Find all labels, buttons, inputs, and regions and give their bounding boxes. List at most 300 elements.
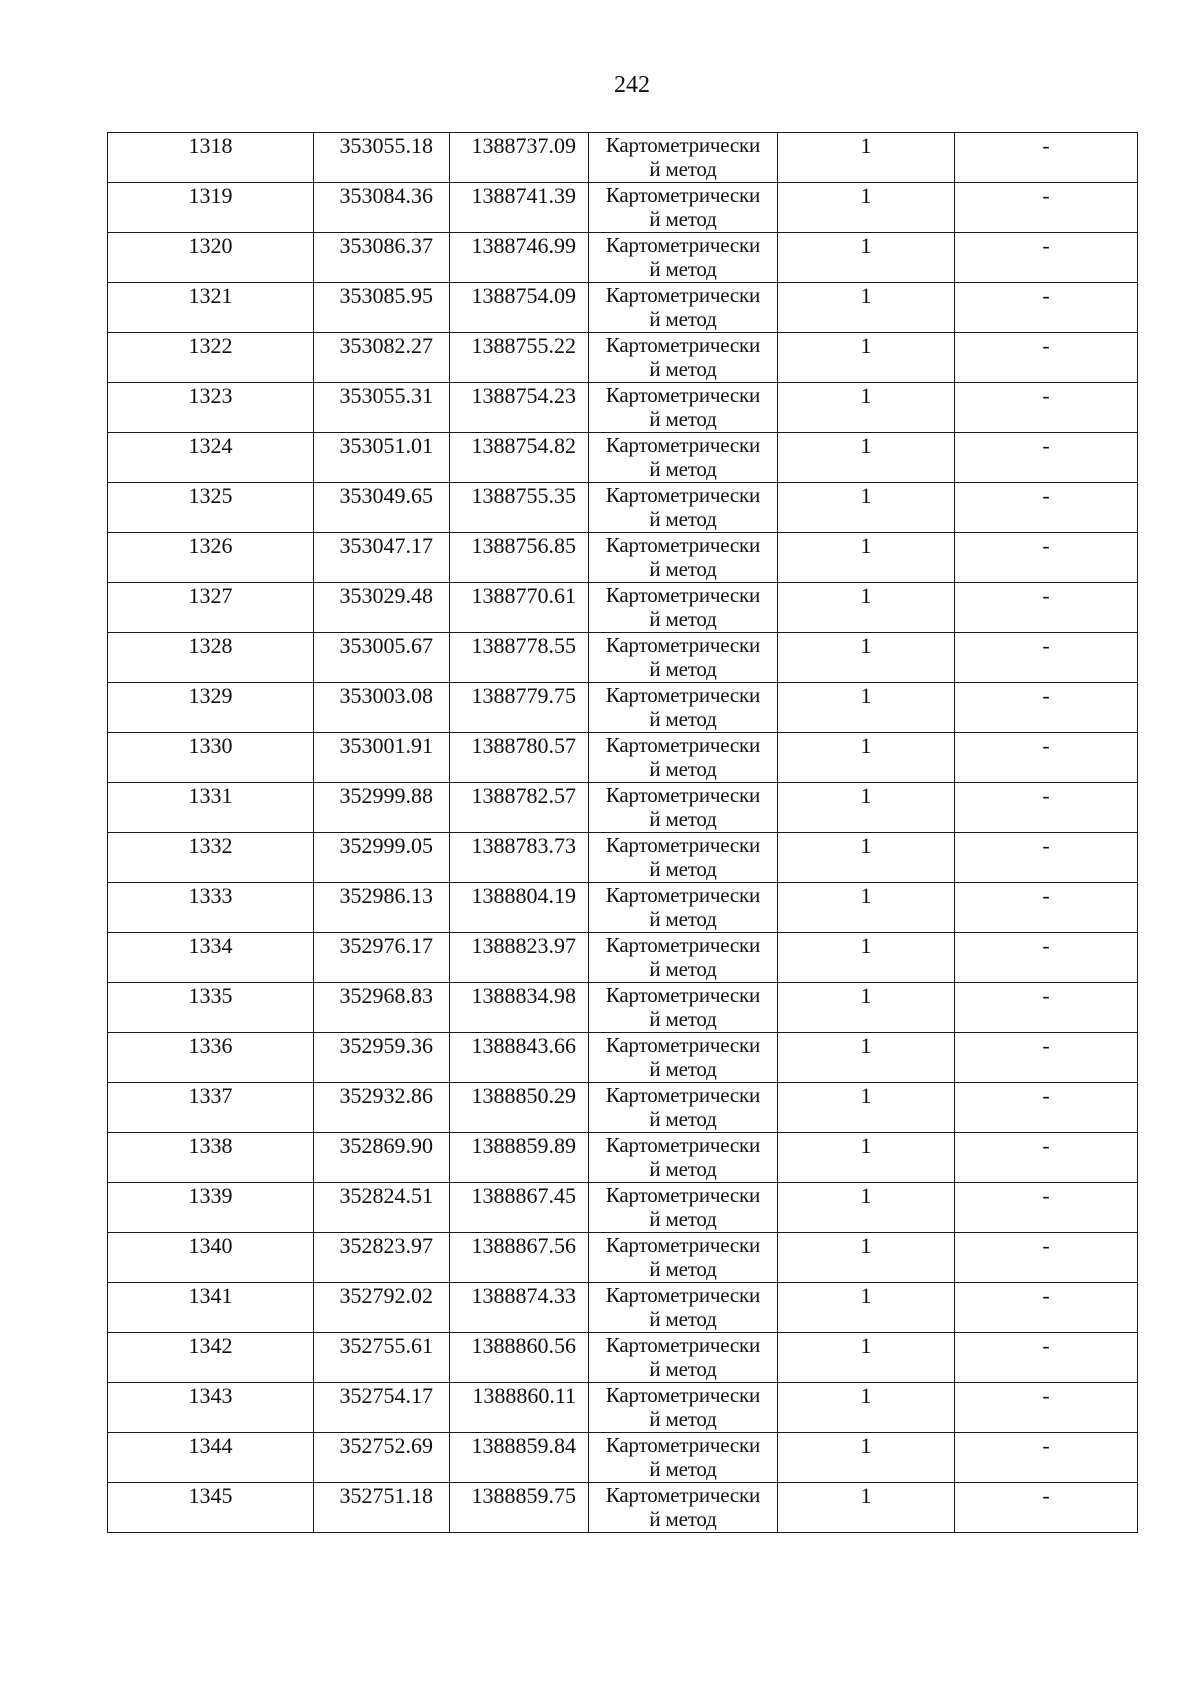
accuracy-cell [778,183,955,233]
x-coordinate: 353082.27 [339,333,433,358]
point-number-cell [108,933,314,983]
point-number-cell [108,1033,314,1083]
point-number-cell [108,633,314,683]
method-text-line-2: й метод [649,507,717,531]
y-coordinate-cell [450,1433,589,1483]
y-coordinate: 1388859.84 [471,1433,576,1458]
y-coordinate: 1388804.19 [471,883,576,908]
description-cell [955,1283,1138,1333]
method-text-line-2: й метод [649,407,717,431]
y-coordinate-cell [450,683,589,733]
accuracy-cell [778,583,955,633]
x-coordinate: 353047.17 [339,533,433,558]
x-coordinate: 352752.69 [339,1433,433,1458]
accuracy-cell [778,1283,955,1333]
x-coordinate-cell [314,1083,450,1133]
point-number-cell [108,283,314,333]
accuracy-cell [778,1383,955,1433]
description-value: - [1042,583,1050,608]
y-coordinate-cell [450,433,589,483]
x-coordinate: 352824.51 [339,1183,433,1208]
x-coordinate: 353055.31 [339,383,433,408]
y-coordinate-cell [450,1333,589,1383]
method-cell [589,333,778,383]
point-number-cell [108,1283,314,1333]
method-text-line-1: Картометрически [605,1333,761,1357]
y-coordinate: 1388874.33 [471,1283,576,1308]
method-text-line-2: й метод [649,307,717,331]
accuracy-cell [778,633,955,683]
description-value: - [1042,1283,1050,1308]
method-cell [589,1483,778,1533]
method-text-line-1: Картометрически [605,183,761,207]
accuracy-value: 1 [860,483,872,508]
description-value: - [1042,183,1050,208]
x-coordinate-cell [314,133,450,183]
method-cell [589,133,778,183]
point-number: 1319 [188,183,233,208]
x-coordinate: 352751.18 [339,1483,433,1508]
accuracy-cell [778,1033,955,1083]
point-number-cell [108,383,314,433]
x-coordinate-cell [314,1183,450,1233]
table-row [108,983,1138,1033]
table-row [108,183,1138,233]
method-cell [589,1133,778,1183]
method-text-line-2: й метод [649,857,717,881]
x-coordinate-cell [314,233,450,283]
description-cell [955,583,1138,633]
method-cell [589,483,778,533]
x-coordinate-cell [314,1233,450,1283]
point-number: 1323 [188,383,233,408]
table-row [108,883,1138,933]
y-coordinate: 1388756.85 [471,533,576,558]
point-number: 1335 [188,983,233,1008]
accuracy-cell [778,1083,955,1133]
method-text-line-2: й метод [649,1407,717,1431]
accuracy-cell [778,733,955,783]
y-coordinate: 1388834.98 [471,983,576,1008]
accuracy-cell [778,1183,955,1233]
y-coordinate: 1388754.23 [471,383,576,408]
accuracy-value: 1 [860,1333,872,1358]
x-coordinate: 353001.91 [339,733,433,758]
method-text-line-2: й метод [649,707,717,731]
x-coordinate-cell [314,633,450,683]
x-coordinate: 352999.05 [339,833,433,858]
y-coordinate-cell [450,1233,589,1283]
point-number-cell [108,1183,314,1233]
x-coordinate-cell [314,533,450,583]
point-number-cell [108,433,314,483]
x-coordinate-cell [314,183,450,233]
description-value: - [1042,1383,1050,1408]
method-text-line-2: й метод [649,957,717,981]
description-cell [955,1383,1138,1433]
accuracy-cell [778,1483,955,1533]
description-cell [955,1333,1138,1383]
description-value: - [1042,983,1050,1008]
method-cell [589,383,778,433]
method-text-line-1: Картометрически [605,1133,761,1157]
method-cell [589,283,778,333]
point-number: 1344 [188,1433,233,1458]
point-number: 1331 [188,783,233,808]
method-text-line-1: Картометрически [605,533,761,557]
description-value: - [1042,333,1050,358]
x-coordinate: 353049.65 [339,483,433,508]
accuracy-value: 1 [860,1083,872,1108]
description-cell [955,833,1138,883]
method-cell [589,183,778,233]
x-coordinate-cell [314,1433,450,1483]
description-value: - [1042,633,1050,658]
x-coordinate: 352959.36 [339,1033,433,1058]
x-coordinate: 353051.01 [339,433,433,458]
point-number-cell [108,733,314,783]
description-cell [955,883,1138,933]
table-row [108,1033,1138,1083]
accuracy-value: 1 [860,733,872,758]
y-coordinate: 1388754.09 [471,283,576,308]
accuracy-cell [778,783,955,833]
x-coordinate: 352999.88 [339,783,433,808]
method-text-line-2: й метод [649,1057,717,1081]
point-number-cell [108,133,314,183]
point-number: 1327 [188,583,233,608]
y-coordinate: 1388746.99 [471,233,576,258]
y-coordinate: 1388843.66 [471,1033,576,1058]
method-text-line-2: й метод [649,1157,717,1181]
point-number-cell [108,983,314,1033]
y-coordinate: 1388867.45 [471,1183,576,1208]
description-cell [955,283,1138,333]
description-cell [955,533,1138,583]
method-cell [589,783,778,833]
point-number: 1339 [188,1183,233,1208]
point-number: 1343 [188,1383,233,1408]
accuracy-value: 1 [860,983,872,1008]
point-number: 1320 [188,233,233,258]
method-text-line-1: Картометрически [605,1483,761,1507]
description-cell [955,1033,1138,1083]
method-text-line-1: Картометрически [605,1183,761,1207]
method-text-line-2: й метод [649,657,717,681]
method-cell [589,633,778,683]
description-value: - [1042,833,1050,858]
y-coordinate: 1388754.82 [471,433,576,458]
y-coordinate-cell [450,133,589,183]
x-coordinate: 352792.02 [339,1283,433,1308]
x-coordinate-cell [314,383,450,433]
method-text-line-1: Картометрически [605,983,761,1007]
accuracy-cell [778,533,955,583]
point-number: 1342 [188,1333,233,1358]
table-row [108,1483,1138,1533]
x-coordinate: 353085.95 [339,283,433,308]
accuracy-cell [778,883,955,933]
method-text-line-1: Картометрически [605,733,761,757]
accuracy-value: 1 [860,233,872,258]
accuracy-value: 1 [860,683,872,708]
point-number-cell [108,1483,314,1533]
y-coordinate-cell [450,1083,589,1133]
table-row [108,1333,1138,1383]
table-row [108,633,1138,683]
accuracy-value: 1 [860,783,872,808]
accuracy-cell [778,333,955,383]
point-number: 1322 [188,333,233,358]
description-value: - [1042,133,1050,158]
x-coordinate: 353055.18 [339,133,433,158]
description-value: - [1042,1033,1050,1058]
point-number-cell [108,483,314,533]
table-row [108,1433,1138,1483]
method-text-line-2: й метод [649,207,717,231]
method-text-line-2: й метод [649,1307,717,1331]
method-cell [589,1083,778,1133]
accuracy-value: 1 [860,1433,872,1458]
method-text-line-1: Картометрически [605,433,761,457]
table-row [108,583,1138,633]
accuracy-cell [778,1133,955,1183]
description-value: - [1042,1233,1050,1258]
method-text-line-2: й метод [649,157,717,181]
description-cell [955,483,1138,533]
accuracy-value: 1 [860,883,872,908]
accuracy-value: 1 [860,1233,872,1258]
table-row [108,933,1138,983]
point-number: 1334 [188,933,233,958]
point-number-cell [108,1333,314,1383]
point-number: 1324 [188,433,233,458]
point-number-cell [108,583,314,633]
table-row [108,283,1138,333]
description-value: - [1042,1183,1050,1208]
description-cell [955,383,1138,433]
description-value: - [1042,733,1050,758]
description-cell [955,633,1138,683]
description-value: - [1042,1333,1050,1358]
method-text-line-1: Картометрически [605,883,761,907]
accuracy-cell [778,483,955,533]
point-number-cell [108,783,314,833]
table-row [108,333,1138,383]
accuracy-cell [778,383,955,433]
description-value: - [1042,683,1050,708]
description-cell [955,1233,1138,1283]
x-coordinate-cell [314,1383,450,1433]
table-row [108,833,1138,883]
point-number: 1333 [188,883,233,908]
method-text-line-2: й метод [649,1357,717,1381]
table-row [108,783,1138,833]
y-coordinate: 1388741.39 [471,183,576,208]
accuracy-value: 1 [860,1133,872,1158]
description-cell [955,1133,1138,1183]
method-text-line-2: й метод [649,757,717,781]
method-text-line-2: й метод [649,1107,717,1131]
method-cell [589,583,778,633]
accuracy-cell [778,133,955,183]
description-value: - [1042,283,1050,308]
y-coordinate-cell [450,783,589,833]
point-number-cell [108,1133,314,1183]
x-coordinate: 352755.61 [339,1333,433,1358]
method-cell [589,983,778,1033]
point-number-cell [108,1083,314,1133]
method-text-line-2: й метод [649,1207,717,1231]
description-cell [955,183,1138,233]
point-number: 1345 [188,1483,233,1508]
x-coordinate: 353029.48 [339,583,433,608]
table-row [108,1383,1138,1433]
method-cell [589,533,778,583]
method-text-line-1: Картометрически [605,283,761,307]
x-coordinate-cell [314,983,450,1033]
point-number: 1326 [188,533,233,558]
method-cell [589,883,778,933]
y-coordinate-cell [450,1033,589,1083]
accuracy-value: 1 [860,1283,872,1308]
table-row [108,1233,1138,1283]
x-coordinate-cell [314,883,450,933]
method-cell [589,1033,778,1083]
table-row [108,483,1138,533]
y-coordinate-cell [450,1183,589,1233]
accuracy-value: 1 [860,1033,872,1058]
coordinates-table [107,132,1138,1533]
method-text-line-1: Картометрически [605,1383,761,1407]
y-coordinate-cell [450,833,589,883]
y-coordinate: 1388860.56 [471,1333,576,1358]
table-row [108,733,1138,783]
method-cell [589,1433,778,1483]
table-row [108,1133,1138,1183]
y-coordinate: 1388782.57 [471,783,576,808]
accuracy-cell [778,833,955,883]
y-coordinate: 1388850.29 [471,1083,576,1108]
accuracy-value: 1 [860,833,872,858]
x-coordinate-cell [314,433,450,483]
y-coordinate-cell [450,883,589,933]
method-text-line-2: й метод [649,1507,717,1531]
description-cell [955,433,1138,483]
method-text-line-2: й метод [649,557,717,581]
description-value: - [1042,1083,1050,1108]
x-coordinate-cell [314,283,450,333]
table-row [108,533,1138,583]
description-value: - [1042,783,1050,808]
accuracy-value: 1 [860,1383,872,1408]
method-text-line-1: Картометрически [605,783,761,807]
point-number-cell [108,1383,314,1433]
x-coordinate-cell [314,333,450,383]
method-cell [589,833,778,883]
x-coordinate: 352754.17 [339,1383,433,1408]
method-cell [589,1333,778,1383]
description-value: - [1042,1133,1050,1158]
accuracy-value: 1 [860,133,872,158]
method-cell [589,1233,778,1283]
method-cell [589,1383,778,1433]
y-coordinate: 1388755.35 [471,483,576,508]
x-coordinate-cell [314,583,450,633]
description-value: - [1042,1483,1050,1508]
description-cell [955,1483,1138,1533]
table-row [108,433,1138,483]
accuracy-cell [778,683,955,733]
x-coordinate-cell [314,733,450,783]
accuracy-cell [778,1333,955,1383]
table-row [108,683,1138,733]
method-text-line-2: й метод [649,1457,717,1481]
y-coordinate: 1388778.55 [471,633,576,658]
x-coordinate: 353084.36 [339,183,433,208]
description-cell [955,933,1138,983]
accuracy-value: 1 [860,1183,872,1208]
accuracy-value: 1 [860,183,872,208]
table-row [108,233,1138,283]
table-row [108,1183,1138,1233]
description-cell [955,683,1138,733]
accuracy-value: 1 [860,933,872,958]
x-coordinate: 352823.97 [339,1233,433,1258]
y-coordinate-cell [450,483,589,533]
description-value: - [1042,1433,1050,1458]
x-coordinate-cell [314,1483,450,1533]
y-coordinate: 1388859.89 [471,1133,576,1158]
accuracy-value: 1 [860,333,872,358]
method-text-line-2: й метод [649,257,717,281]
page-number: 242 [614,72,650,98]
accuracy-value: 1 [860,583,872,608]
method-text-line-1: Картометрически [605,1233,761,1257]
y-coordinate-cell [450,283,589,333]
method-text-line-2: й метод [649,807,717,831]
y-coordinate-cell [450,733,589,783]
description-cell [955,783,1138,833]
y-coordinate-cell [450,1383,589,1433]
method-text-line-1: Картометрически [605,933,761,957]
y-coordinate: 1388823.97 [471,933,576,958]
method-text-line-2: й метод [649,607,717,631]
x-coordinate-cell [314,483,450,533]
y-coordinate-cell [450,933,589,983]
x-coordinate-cell [314,783,450,833]
y-coordinate: 1388755.22 [471,333,576,358]
x-coordinate-cell [314,1133,450,1183]
method-cell [589,1283,778,1333]
y-coordinate: 1388779.75 [471,683,576,708]
description-value: - [1042,533,1050,558]
table-row [108,1283,1138,1333]
description-value: - [1042,883,1050,908]
accuracy-cell [778,983,955,1033]
description-cell [955,133,1138,183]
method-text-line-2: й метод [649,1007,717,1031]
y-coordinate-cell [450,183,589,233]
point-number: 1340 [188,1233,233,1258]
x-coordinate: 352986.13 [339,883,433,908]
x-coordinate-cell [314,933,450,983]
accuracy-value: 1 [860,383,872,408]
x-coordinate: 352932.86 [339,1083,433,1108]
description-cell [955,1083,1138,1133]
method-cell [589,683,778,733]
method-text-line-1: Картометрически [605,1283,761,1307]
